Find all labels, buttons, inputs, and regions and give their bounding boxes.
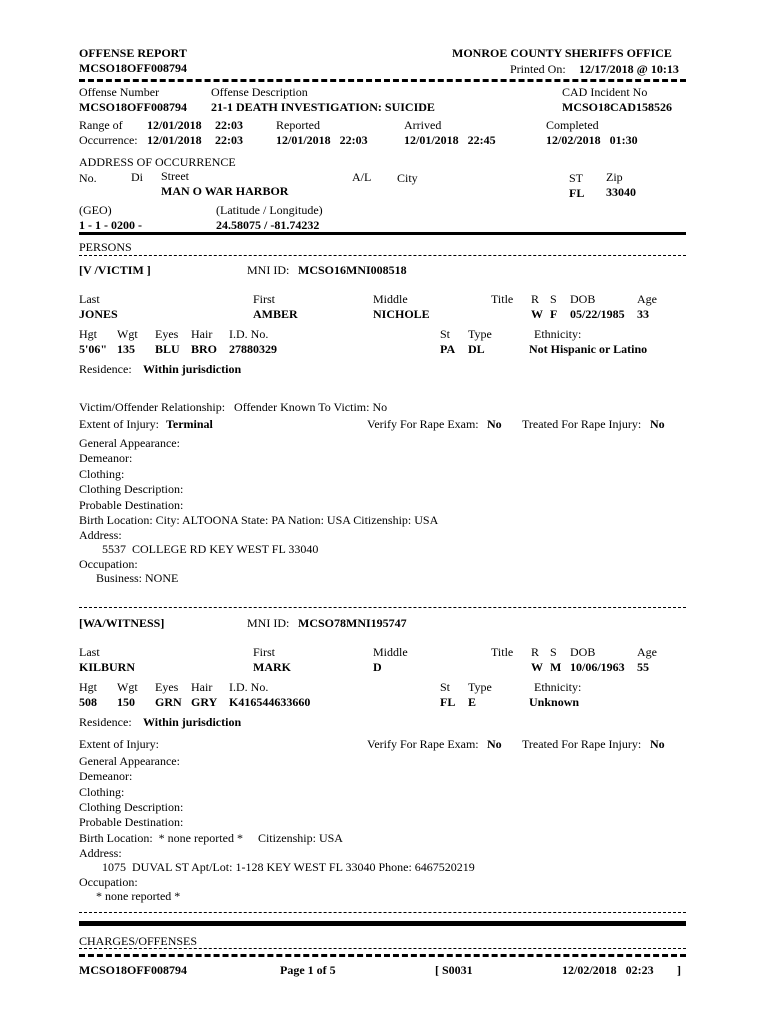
victim-dob-label: DOB (570, 292, 596, 306)
victim-divider (79, 607, 686, 608)
victim-mni-label: MNI ID: (247, 263, 290, 277)
victim-mni: MCSO16MNI008518 (298, 263, 407, 277)
footer-close-bracket: ] (677, 963, 681, 977)
witness-race: W (531, 660, 543, 674)
footer-page-number: Page 1 of 5 (280, 963, 336, 977)
victim-hgt: 5'06" (79, 342, 107, 356)
victim-sex-label: S (550, 292, 557, 306)
witness-id-type: E (468, 695, 477, 709)
witness-address-label: Address: (79, 846, 122, 860)
victim-residence: Within jurisdiction (143, 362, 242, 376)
witness-hgt: 508 (79, 695, 97, 709)
section-divider (79, 232, 686, 235)
footer-code: [ S0031 (435, 963, 473, 977)
completed-value: 12/02/2018 01:30 (546, 133, 638, 147)
witness-eyes-label: Eyes (155, 680, 179, 694)
printed-on-label: Printed On: (510, 62, 566, 76)
footer-datetime: 12/02/2018 02:23 (562, 963, 654, 977)
witness-hgt-label: Hgt (79, 680, 97, 694)
victim-first-label: First (253, 292, 276, 306)
latlon-value: 24.58075 / -81.74232 (216, 218, 320, 232)
victim-id-type: DL (468, 342, 485, 356)
witness-dob: 10/06/1963 (570, 660, 625, 674)
victim-age: 33 (637, 307, 649, 321)
completed-label: Completed (546, 118, 599, 132)
witness-residence: Within jurisdiction (143, 715, 242, 729)
witness-divider (79, 912, 686, 913)
victim-last-label: Last (79, 292, 100, 306)
range-time: 22:03 (215, 118, 243, 132)
witness-clothing: Clothing: (79, 785, 125, 799)
witness-last: KILBURN (79, 660, 136, 674)
victim-id-type-label: Type (468, 327, 492, 341)
victim-residence-label: Residence: (79, 362, 132, 376)
witness-role: [WA/WITNESS] (79, 616, 165, 630)
reported-label: Reported (276, 118, 320, 132)
witness-id-state: FL (440, 695, 456, 709)
reported-value: 12/01/2018 22:03 (276, 133, 368, 147)
victim-middle: NICHOLE (373, 307, 430, 321)
witness-birth-location: Birth Location: * none reported * Citizenship: USA (79, 831, 343, 845)
address-section-label: ADDRESS OF OCCURRENCE (79, 155, 236, 169)
offense-number-label: Offense Number (79, 85, 160, 99)
address-st: FL (569, 186, 585, 200)
witness-wgt: 150 (117, 695, 135, 709)
witness-title-label: Title (491, 645, 514, 659)
geo-label: (GEO) (79, 203, 112, 217)
victim-ethnicity: Not Hispanic or Latino (529, 342, 648, 356)
witness-mni: MCSO78MNI195747 (298, 616, 407, 630)
witness-middle-label: Middle (373, 645, 408, 659)
offense-number: MCSO18OFF008794 (79, 100, 187, 114)
victim-occupation-label: Occupation: (79, 557, 138, 571)
witness-hair: GRY (191, 695, 218, 709)
victim-id: 27880329 (229, 342, 277, 356)
footer-divider (79, 954, 686, 957)
victim-dob: 05/22/1985 (570, 307, 625, 321)
witness-first-label: First (253, 645, 276, 659)
charges-top-bar (79, 921, 686, 926)
witness-general-appearance: General Appearance: (79, 754, 180, 768)
persons-divider (79, 255, 686, 256)
victim-rape-injury-label: Treated For Rape Injury: (522, 417, 642, 431)
victim-injury-label: Extent of Injury: (79, 417, 159, 431)
victim-wgt: 135 (117, 342, 135, 356)
witness-rape-injury: No (650, 737, 665, 751)
victim-hgt-label: Hgt (79, 327, 97, 341)
latlon-label: (Latitude / Longitude) (216, 203, 323, 217)
victim-rape-exam-label: Verify For Rape Exam: (367, 417, 479, 431)
header-divider (79, 79, 686, 82)
address-st-label: ST (569, 171, 584, 185)
address-no-label: No. (79, 171, 97, 185)
witness-id-type-label: Type (468, 680, 492, 694)
witness-race-label: R (531, 645, 540, 659)
agency-name: MONROE COUNTY SHERIFFS OFFICE (452, 46, 672, 60)
occurrence-label: Occurrence: (79, 133, 138, 147)
victim-id-state: PA (440, 342, 456, 356)
witness-injury-label: Extent of Injury: (79, 737, 159, 751)
victim-address: 5537 COLLEGE RD KEY WEST FL 33040 (102, 542, 319, 556)
victim-hair-label: Hair (191, 327, 213, 341)
witness-middle: D (373, 660, 382, 674)
witness-ethnicity-label: Ethnicity: (534, 680, 582, 694)
witness-dob-label: DOB (570, 645, 596, 659)
arrived-value: 12/01/2018 22:45 (404, 133, 496, 147)
address-city-label: City (397, 171, 418, 185)
victim-ethnicity-label: Ethnicity: (534, 327, 582, 341)
victim-first: AMBER (253, 307, 298, 321)
report-id: MCSO18OFF008794 (79, 61, 187, 75)
witness-sex: M (550, 660, 562, 674)
offense-desc: 21-1 DEATH INVESTIGATION: SUICIDE (211, 100, 435, 114)
victim-hair: BRO (191, 342, 218, 356)
occurrence-time: 22:03 (215, 133, 243, 147)
address-di-label: Di (131, 170, 143, 184)
witness-first: MARK (253, 660, 291, 674)
address-street-label: Street (161, 169, 189, 183)
charges-divider (79, 948, 686, 949)
victim-wgt-label: Wgt (117, 327, 138, 341)
printed-on-value: 12/17/2018 @ 10:13 (579, 62, 679, 76)
witness-rape-exam-label: Verify For Rape Exam: (367, 737, 479, 751)
footer-report-id: MCSO18OFF008794 (79, 963, 187, 977)
witness-id: K416544633660 (229, 695, 311, 709)
persons-label: PERSONS (79, 240, 132, 254)
range-label: Range of (79, 118, 123, 132)
victim-demeanor: Demeanor: (79, 451, 133, 465)
witness-ethnicity: Unknown (529, 695, 580, 709)
victim-age-label: Age (637, 292, 657, 306)
victim-relationship: Victim/Offender Relationship: Offender Known To Victim: No (79, 400, 388, 414)
address-street: MAN O WAR HARBOR (161, 184, 289, 198)
address-al-label: A/L (352, 170, 372, 184)
witness-occupation: * none reported * (96, 889, 181, 903)
victim-eyes-label: Eyes (155, 327, 179, 341)
victim-general-appearance: General Appearance: (79, 436, 180, 450)
offense-desc-label: Offense Description (211, 85, 308, 99)
witness-probable-dest: Probable Destination: (79, 815, 184, 829)
victim-address-label: Address: (79, 528, 122, 542)
victim-last: JONES (79, 307, 118, 321)
victim-injury: Terminal (166, 417, 213, 431)
victim-role: [V /VICTIM ] (79, 263, 151, 277)
victim-middle-label: Middle (373, 292, 408, 306)
address-zip: 33040 (606, 185, 636, 199)
victim-id-state-label: St (440, 327, 451, 341)
witness-id-state-label: St (440, 680, 451, 694)
witness-sex-label: S (550, 645, 557, 659)
victim-title-label: Title (491, 292, 514, 306)
witness-id-label: I.D. No. (229, 680, 269, 694)
report-title: OFFENSE REPORT (79, 46, 187, 60)
cad-label: CAD Incident No (562, 85, 648, 99)
victim-clothing: Clothing: (79, 467, 125, 481)
witness-eyes: GRN (155, 695, 182, 709)
victim-id-label: I.D. No. (229, 327, 269, 341)
victim-rape-injury: No (650, 417, 665, 431)
witness-mni-label: MNI ID: (247, 616, 290, 630)
arrived-label: Arrived (404, 118, 442, 132)
witness-hair-label: Hair (191, 680, 213, 694)
geo-value: 1 - 1 - 0200 - (79, 218, 142, 232)
victim-birth-location: Birth Location: City: ALTOONA State: PA Nation: USA Citizenship: USA (79, 513, 439, 527)
witness-last-label: Last (79, 645, 100, 659)
witness-age: 55 (637, 660, 649, 674)
charges-label: CHARGES/OFFENSES (79, 934, 198, 948)
witness-wgt-label: Wgt (117, 680, 138, 694)
victim-race-label: R (531, 292, 540, 306)
victim-clothing-desc: Clothing Description: (79, 482, 184, 496)
witness-demeanor: Demeanor: (79, 769, 133, 783)
range-date: 12/01/2018 (147, 118, 202, 132)
address-zip-label: Zip (606, 170, 623, 184)
witness-clothing-desc: Clothing Description: (79, 800, 184, 814)
victim-race: W (531, 307, 543, 321)
witness-age-label: Age (637, 645, 657, 659)
cad-number: MCSO18CAD158526 (562, 100, 672, 114)
victim-sex: F (550, 307, 558, 321)
occurrence-date: 12/01/2018 (147, 133, 202, 147)
victim-probable-dest: Probable Destination: (79, 498, 184, 512)
witness-rape-exam: No (487, 737, 502, 751)
witness-address: 1075 DUVAL ST Apt/Lot: 1-128 KEY WEST FL 33040 Phone: 6467520219 (102, 860, 475, 874)
victim-rape-exam: No (487, 417, 502, 431)
witness-occupation-label: Occupation: (79, 875, 138, 889)
witness-rape-injury-label: Treated For Rape Injury: (522, 737, 642, 751)
victim-occupation: Business: NONE (96, 571, 179, 585)
witness-residence-label: Residence: (79, 715, 132, 729)
victim-eyes: BLU (155, 342, 180, 356)
